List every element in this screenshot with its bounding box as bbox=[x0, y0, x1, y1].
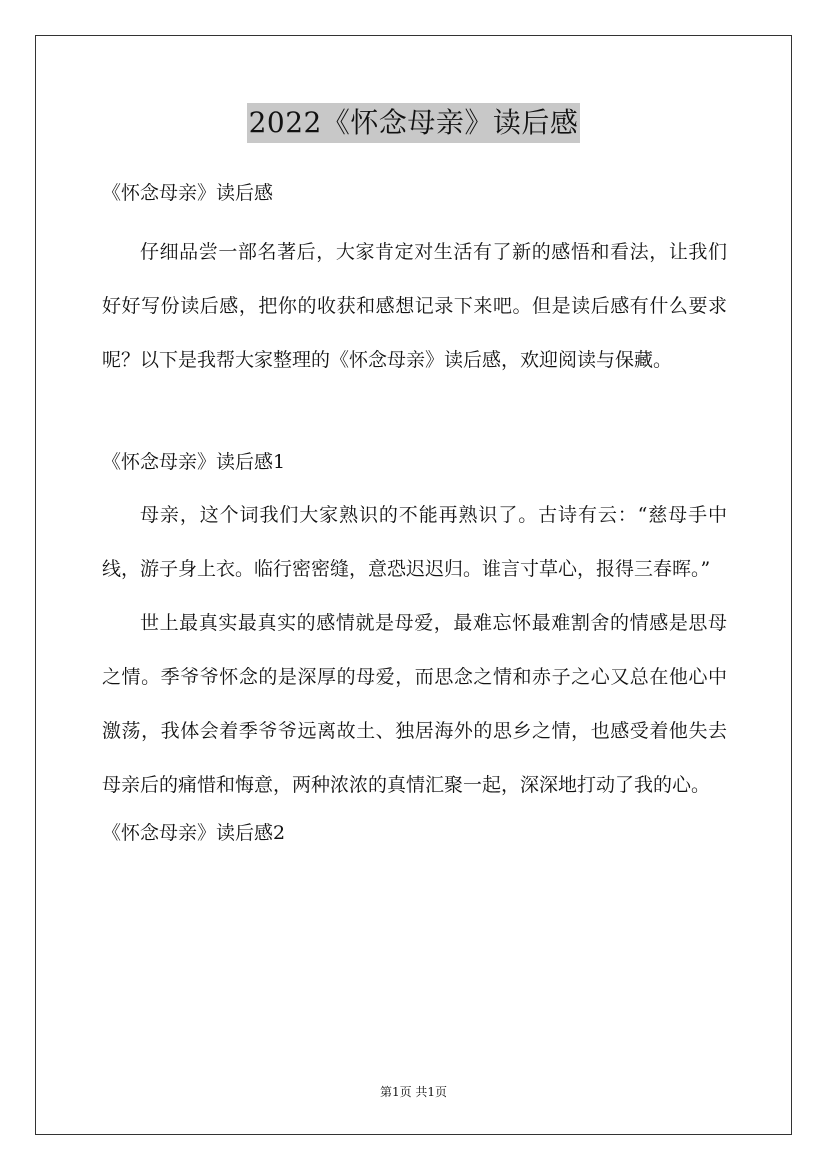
section1-paragraph-2: 世上最真实最真实的感情就是母爱，最难忘怀最难割舍的情感是思母之情。季爷爷怀念的是深厚的母爱，而思念之情和赤子之心又总在他心中激荡，我体会着季爷爷远离故土、独居海外的思乡之情，也感受着他失去母亲后的痛惜和悔意，两种浓浓的真情汇聚一起，深深地打动了我的心。 bbox=[102, 612, 727, 796]
intro-paragraph: 仔细品尝一部名著后，大家肯定对生活有了新的感悟和看法，让我们好好写份读后感，把你的收获和感想记录下来吧。但是读后感有什么要求呢？以下是我帮大家整理的《怀念母亲》读后感，欢迎阅读与保藏。 bbox=[102, 241, 727, 371]
intro-heading: 《怀念母亲》读后感 bbox=[102, 182, 274, 204]
spacer bbox=[102, 387, 727, 441]
document-body bbox=[102, 172, 727, 855]
page-footer: 第1页 共1页 bbox=[379, 1085, 448, 1099]
title-block bbox=[0, 103, 827, 143]
section1-paragraph-1: 母亲，这个词我们大家熟识的不能再熟识了。古诗有云：“慈母手中线，游子身上衣。临行密密缝，意恐迟迟归。谁言寸草心，报得三春晖。” bbox=[102, 504, 727, 580]
document-title: 2022《怀念母亲》读后感 bbox=[247, 103, 581, 143]
section2-heading: 《怀念母亲》读后感2 bbox=[102, 822, 286, 844]
section1-heading: 《怀念母亲》读后感1 bbox=[102, 451, 286, 473]
spacer bbox=[102, 215, 727, 225]
